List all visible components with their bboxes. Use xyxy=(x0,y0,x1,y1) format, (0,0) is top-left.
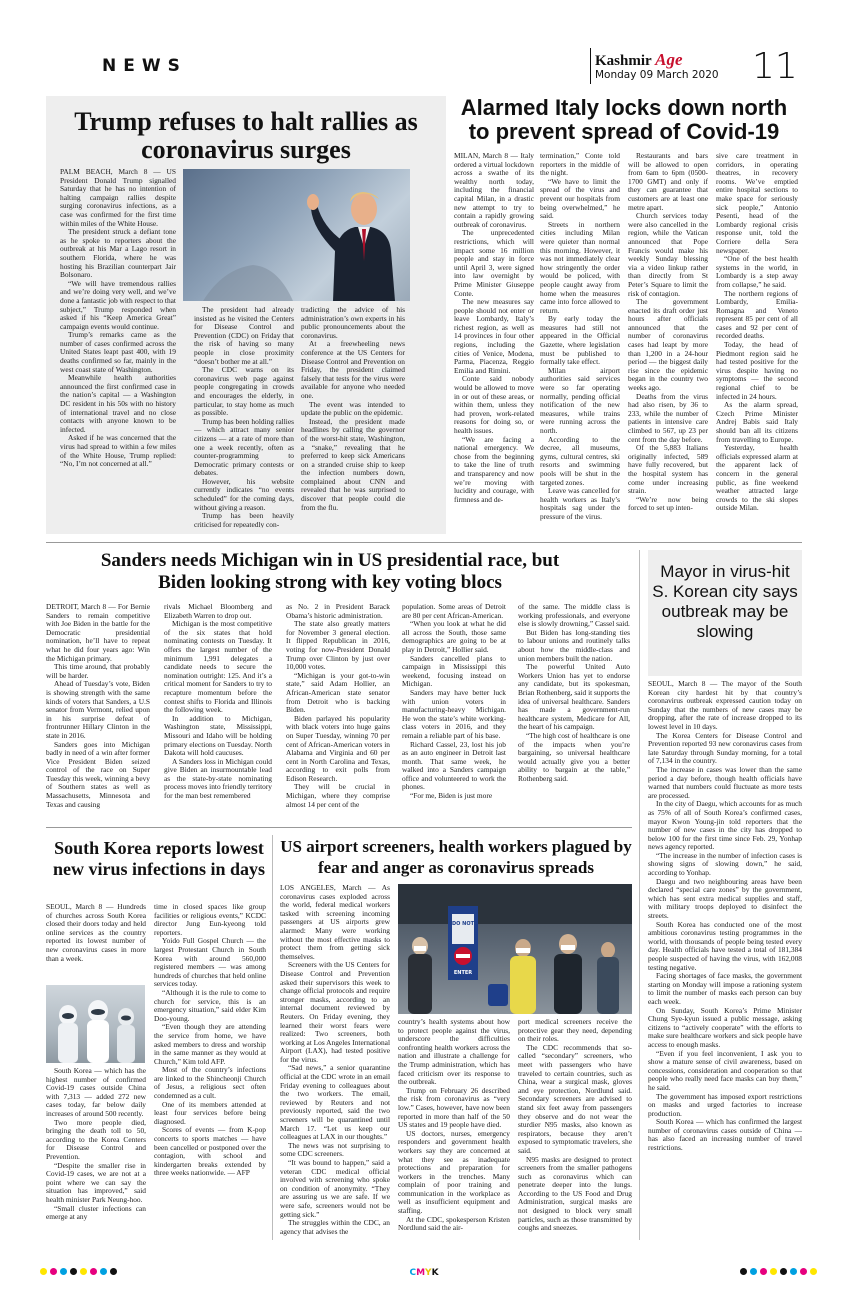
section-divider xyxy=(46,542,802,543)
paragraph: Sanders may have better luck with union voters in manufacturing-heavy Michigan. He won the state’s white working-class voters in 2016, and they remain a reliable part of his base. xyxy=(402,687,506,740)
paragraph: “Even if you feel inconvenient, I ask you to show a mature sense of civil awareness, based on concessions, consideration and cooperation so that people who really need face masks can buy them,” he said. xyxy=(648,1048,802,1092)
paragraph: Asked if he was concerned that the virus had spread to within a few miles of the White House, Trump replied: “No, I’m not concerned at all.” xyxy=(60,433,176,469)
airport-column-1 xyxy=(280,884,390,1240)
paragraph: Instead, the president made headlines by calling the governor of the worst-hit state, Washington, a “snake,” revealing that he preferred to keep sick Americans on a stranded cruise ship to keep the infection numbers down, complained about CNN and revealed that he was surprised to discover that people could die from the flu. xyxy=(301,416,405,512)
paragraph: Two more people died, bringing the death toll to 50, according to the Korea Centers for Disease Control and Prevention. xyxy=(46,1117,146,1161)
paragraph: “It was bound to happen,” said a veteran CDC medical official involved with screening who spoke on condition of anonymity. “They are assuring us we are safe. If we were safe, screeners would not be getting sick.” xyxy=(280,1158,390,1219)
hazmat-workers-icon xyxy=(46,985,145,1063)
skorea-headline: South Korea reports lowest new virus infections in days xyxy=(52,838,266,879)
logo-accent: Age xyxy=(655,50,683,69)
paragraph: Streets in northern cities including Milan were quieter than normal this morning. However, it was not immediately clear how stringently the order would be policed, with people caught away from home when the measures came into force allowed to return. xyxy=(540,219,620,315)
paragraph: of the same. The middle class is working professionals, and everyone else is slowly drowning,” Cassel said. xyxy=(518,603,630,629)
column-divider xyxy=(639,550,640,1240)
italy-column-2 xyxy=(540,152,620,534)
paragraph: The unprecedented restrictions, which will impact some 16 million people and stay in force until April 3, were signed into law overnight by Prime Minister Giuseppe Conte. xyxy=(454,228,534,298)
paragraph: The struggles within the CDC, an agency that advises the xyxy=(280,1218,390,1236)
paragraph: Of the 5,883 Italians originally infected, 589 have fully recovered, but the hospital system has come under increasing strain. xyxy=(628,443,708,496)
paragraph: In addition to Michigan, Washington state, Mississippi, Missouri and Idaho will be holding primary elections on Tuesday. North Dakota will hold caucuses. xyxy=(164,713,272,758)
paragraph: South Korea has conducted one of the most ambitious coronavirus testing programmes in the world, with thousands of people being tested every day. Health officials have tested a total of 181,384 people suspected of having the virus, with 162,008 testing negative. xyxy=(648,919,802,972)
cmyk-marks xyxy=(0,1268,848,1278)
paragraph: One of its members attended at least four services before being diagnosed. xyxy=(154,1099,266,1126)
skorea-column-1b xyxy=(46,1067,146,1239)
paragraph: The state also greatly matters for November 3 general election. It flipped Republican in 2016, voting for now-President Donald Trump over Clinton by just over 10,000 votes. xyxy=(286,619,390,672)
paragraph: PALM BEACH, March 8 — US President Donald Trump signalled Saturday that he has no intention of halting campaign rallies despite surging coronavirus infections, as a case was confirmed for the first time within miles of the White House. xyxy=(60,168,176,228)
airport-screeners-icon xyxy=(398,884,632,1014)
paragraph: population. Some areas of Detroit are 80 per cent African-American. xyxy=(402,603,506,620)
paragraph: Yoido Full Gospel Church — the largest Protestant Church in South Korea with around 560,000 registered members — was among hundreds of churches that held online services today. xyxy=(154,936,266,989)
paragraph: Yesterday, health officials expressed alarm at the apparent lack of concern in the general public, as fine weekend weather attracted large crowds to the ski slopes outside Milan. xyxy=(716,443,798,513)
paragraph: Today, the head of Piedmont region said he had tested positive for the virus despite having no symptoms — the second regional chief to be infected in 24 hours. xyxy=(716,340,798,401)
newspaper-logo xyxy=(595,50,683,70)
column-divider xyxy=(272,835,273,1240)
sign-text-enter: ENTER xyxy=(453,970,473,976)
mayor-column xyxy=(648,680,802,1240)
sanders-column-1 xyxy=(46,603,150,855)
paragraph: Restaurants and bars will be allowed to open from 6am to 6pm (0500-1700 GMT) and only if they can guarantee that customers are at least one metre apart. xyxy=(628,152,708,212)
paragraph: Sanders cancelled plans to campaign in Mississippi this weekend, focusing instead on Michigan. xyxy=(402,653,506,689)
paragraph: According to the decree, all museums, gyms, cultural centres, ski resorts and swimming pools will be shut in the targeted zones. xyxy=(540,434,620,487)
sanders-column-2 xyxy=(164,603,272,855)
registration-dots-right xyxy=(740,1268,817,1275)
paragraph: The powerful United Auto Workers Union has yet to endorse any candidate, but its spokesman, Brian Rothenberg, said it supports the idea of universal healthcare. Sanders has made a government-run healthcare system, Medicare for All, the heart of his campaign. xyxy=(518,662,630,732)
paragraph: “We have to limit the spread of the virus and prevent our hospitals from being overwhelmed,” he said. xyxy=(540,176,620,221)
section-label: NEWS xyxy=(102,56,187,76)
paragraph: As the alarm spread, Czech Prime Minister Andrej Babis said Italy should ban all its citizens from travelling to Europe. xyxy=(716,400,798,444)
cmyk-m: M xyxy=(416,1268,426,1278)
masthead-divider xyxy=(590,48,591,84)
trump-column-2 xyxy=(194,306,294,528)
trump-headline: Trump refuses to halt rallies as coronavirus surges xyxy=(74,107,418,164)
paragraph: Trump has been holding rallies — which attract many senior citizens — at a rate of more than one a week recently, often as counter-programming to Democratic primary contests or debates. xyxy=(194,416,294,478)
paragraph: DETROIT, March 8 — For Bernie Sanders to remain competitive with Joe Biden in the battle for the Democratic presidential nomination, he’ll have to repeat what he did four years ago: Win the Michigan primary. xyxy=(46,603,150,663)
paragraph: The event was intended to update the public on the epidemic. xyxy=(301,399,405,418)
paragraph: Trump has been heavily criticised for repeatedly con- xyxy=(194,511,294,528)
paragraph: “We will have tremendous rallies and we’re doing very well, and we’ve done a fantastic job with respect to that subject,” Trump responded when asked if his “Keep America Great” campaign events would continue. xyxy=(60,278,176,331)
trump-column-1 xyxy=(60,168,176,528)
sanders-column-5 xyxy=(518,603,630,855)
airport-column-3 xyxy=(518,1018,632,1240)
paragraph: Scores of events — from K-pop concerts to sports matches — have been cancelled or postponed over the contagion, with school and kindergarten breaks extended by three weeks nationwide. — AFP xyxy=(154,1125,266,1178)
paragraph: “Sad news,” a senior quarantine official at the CDC wrote in an email Friday evening to colleagues about the two workers. The email, reviewed by Reuters and not previously reported, said the two screeners will be quarantined until March 17. “Let us keep our colleagues at LAX in our thoughts.” xyxy=(280,1063,390,1142)
paragraph: The increase in cases was lower than the same period a day before, though health officials have warned that numbers could fluctuate as more tests are processed. xyxy=(648,764,802,800)
paragraph: This time around, that probably will be harder. xyxy=(46,662,150,680)
paragraph: “We’re now being forced to set up inten- xyxy=(628,494,708,513)
paragraph: Most of the country’s infections are linked to the Shincheonji Church of Jesus, a religious sect often condemned as a cult. xyxy=(154,1065,266,1101)
paragraph: Conte said nobody would be allowed to move in or out of these areas, or within them, unless they had proven, work-related reasons for doing so, or health issues. xyxy=(454,374,534,435)
paragraph: “Michigan is your got-to-win state,” said Adam Hollier, an African-American state senator from Detroit who is backing Biden. xyxy=(286,670,390,715)
paragraph: In the city of Daegu, which accounts for as much as 75% of all of South Korea’s confirmed cases, mayor Kwon Young-jin told reporters that the number of new cases in the city has dropped to below 100 for the first time since Feb. 29, Yonhap news agency reported. xyxy=(648,799,802,852)
paragraph: “For me, Biden is just more xyxy=(410,791,493,801)
paragraph: The news was not surprising to some CDC screeners. xyxy=(280,1140,390,1159)
paragraph: Michigan is the most competitive of the six states that hold nominating contests on Tuesday. It offers the largest number of the minimum 1,991 delegates a candidate needs to secure the nomination outright: 125. And it’s a critical moment for Sanders to try to recapture momentum before the contest shifts to Florida and Illinois the following week. xyxy=(164,619,272,715)
paragraph: By early today the measures had still not appeared in the Official Gazette, where legislation must be published to formally take effect. xyxy=(540,314,620,367)
page-number: 11 xyxy=(752,46,798,87)
paragraph: port medical screeners receive the protective gear they need, depending on their roles. xyxy=(518,1018,632,1044)
italy-headline: Alarmed Italy locks down north to prevent spread of Covid-19 xyxy=(460,95,788,144)
paragraph: Trump on February 26 described the risk from coronavirus as “very low.” Cases, however, have now been reported in more than half of the 50 US states and 19 people have died. xyxy=(398,1085,510,1130)
paragraph: The CDC recommends that so-called “secondary” screeners, who meet with passengers who have traveled to certain countries, such as China, wear a surgical mask, gloves and eye protection, Nordlund said. Secondary screeners are advised to stand six feet away from passengers they observe and do not wear the sturdier N95 masks, also known as respirators, because they aren’t exposed to symptomatic travelers, she said. xyxy=(518,1042,632,1155)
paragraph: “Small cluster infections can emerge at any xyxy=(46,1203,146,1222)
paragraph: Milan airport authorities said services were so far operating normally, pending official notification of the new measures, while trains were running across the north. xyxy=(540,365,620,435)
paragraph: “The high cost of healthcare is one of the impacts when you’re bargaining, so universal healthcare would actually give you a better ability to bargain at the table,” Rothenberg said. xyxy=(518,730,630,783)
paragraph: The president had already insisted as he visited the Centers for Disease Control and Prevention (CDC) on Friday that the risk of having so many people in close proximity “doesn’t bother me at all.” xyxy=(194,306,294,366)
paragraph: Deaths from the virus had also risen, by 36 to 233, while the number of patients in intensive care climbed to 567, up 23 per cent from the day before. xyxy=(628,391,708,444)
skorea-photo xyxy=(46,985,145,1063)
paragraph: The new measures say people should not enter or leave Lombardy, Italy’s richest region, as well as 14 provinces in four other regions, including the cities of Venice, Modena, Parma, Piacenza, Reggio Emilia and Rimini. xyxy=(454,297,534,375)
paragraph: sive care treatment in corridors, in operating theatres, in recovery rooms. We’ve emptied entire hospital sections to make space for seriously sick people,” Antonio Pesenti, head of the Lombardy regional crisis response unit, told the Corriere della Sera newspaper. xyxy=(716,152,798,255)
paragraph: Ahead of Tuesday’s vote, Biden is showing strength with the same kinds of voters that Sanders, a U.S senator from Vermont, relied upon in his surprise defeat of frontrunner Hillary Clinton in the state in 2016. xyxy=(46,679,150,740)
paragraph: They will be crucial in Michigan, where they comprise almost 14 per cent of the xyxy=(286,782,390,809)
cmyk-c: C xyxy=(409,1268,417,1278)
paragraph: time in closed spaces like group facilities or religious events,” KCDC director Jung Eun-kyeong told reporters. xyxy=(154,903,266,937)
cmyk-y: Y xyxy=(425,1268,432,1278)
paragraph: South Korea — which has the highest number of confirmed Covid-19 cases outside China with 7,313 — added 272 new cases today, far below daily increases of around 500 recently. xyxy=(46,1067,146,1118)
airport-headline: US airport screeners, health workers plagued by fear and anger as coronavirus spreads xyxy=(280,837,632,877)
color-dot xyxy=(760,1268,767,1275)
paragraph: Daegu and two neighbouring areas have been declared “special care zones” by the government, which has sent extra medical supplies and staff, with military troops deployed to disinfect the streets. xyxy=(648,876,802,921)
paragraph: tradicting the advice of his administration’s own experts in his public pronouncements about the coronavirus. xyxy=(301,306,405,340)
paragraph: On Sunday, South Korea’s Prime Minister Chung Sye-kyun issued a public message, asking citizens to “actively cooperate” with the efforts to make sure healthcare workers and sick people have access to enough masks. xyxy=(648,1005,802,1049)
paragraph: The government enacted its draft order just hours after officials announced that the number of coronavirus cases had leapt by more than 1,200 in a 24-hour period — the biggest daily rise since the epidemic began in the country two weeks ago. xyxy=(628,297,708,393)
issue-date: Monday 09 March 2020 xyxy=(595,69,719,81)
paragraph: SEOUL, March 8 — Hundreds of churches across South Korea closed their doors today and held online services as the country reported its lowest number of new coronavirus cases in more than a week. xyxy=(46,903,146,963)
paragraph: “The increase in the number of infection cases is showing signs of slowing down,” he said, according to Yonhap. xyxy=(648,850,802,878)
color-dot xyxy=(750,1268,757,1275)
paragraph: Richard Cassel, 23, lost his job as an auto engineer in Detroit last month. That same week, he walked into a Sanders campaign office and volunteered to work the phones. xyxy=(402,739,506,792)
paragraph: “One of the best health systems in the world, in Lombardy is a step away from collapse,” he said. xyxy=(716,254,798,289)
skorea-column-1a xyxy=(46,903,146,997)
airport-column-2 xyxy=(398,1018,510,1240)
color-dot xyxy=(810,1268,817,1275)
paragraph: Biden parlayed his popularity with black voters into huge gains on Super Tuesday, winning 70 per cent of African-American voters in Alabama and Virginia and 60 per cent in North Carolina and Texas, according to exit polls from Edison Research. xyxy=(286,713,390,783)
mayor-headline: Mayor in virus-hit S. Korean city says outbreak may be slowing xyxy=(652,562,798,641)
paragraph: Screeners with the US Centers for Disease Control and Prevention asked their supervisors this week to change official protocols and require stronger masks, according to an internal document reviewed by Reuters. On Friday evening, they learned their worst fears were realized: Two screeners, both working at Los Angeles International Airport (LAX), had tested positive for the virus. xyxy=(280,960,390,1064)
paragraph: The Korea Centers for Disease Control and Prevention reported 93 new coronavirus cases from late Saturday through Sunday morning, for a total of 7,134 in the country. xyxy=(648,730,802,766)
paragraph: The government has imposed export restrictions on masks and urged factories to increase production. xyxy=(648,1091,802,1118)
paragraph: “We are facing a national emergency. We chose from the beginning to take the line of truth and transparency and now we’re moving with lucidity and courage, with firmness and de- xyxy=(454,434,534,504)
sign-text-do-not: DO NOT xyxy=(452,921,474,927)
paragraph: LOS ANGELES, March — As coronavirus cases exploded across the world, federal medical workers tasked with screening incoming passengers at US airports grew alarmed: Many were working without the most effective masks to protect them from getting sick themselves. xyxy=(280,884,390,961)
paragraph: SEOUL, March 8 — The mayor of the South Korean city hardest hit by that country’s coronavirus outbreak expressed caution today on Sunday that the numbers of new cases may be dropping, after the rate of increase dropped to its lowest level in 10 days. xyxy=(648,680,802,731)
color-dot xyxy=(770,1268,777,1275)
italy-column-3 xyxy=(628,152,708,534)
person-waving-icon xyxy=(183,169,410,301)
sanders-column-3 xyxy=(286,603,390,855)
skorea-column-2 xyxy=(154,903,266,1239)
paragraph: rivals Michael Bloomberg and Elizabeth Warren to drop out. xyxy=(164,603,272,620)
paragraph: “Despite the smaller rise in Covid-19 cases, we are not at a point where we can say the situation has improved,” said health minister Park Neung-hoo. xyxy=(46,1160,146,1204)
paragraph: “Even though they are attending the service from home, we have asked members to dress and worship in the same manner as they would at Church,” Kim told AFP. xyxy=(154,1022,266,1066)
sanders-headline: Sanders needs Michigan win in US presidential race, but Biden looking strong with key voting blocs xyxy=(100,550,560,593)
paragraph: The president struck a defiant tone as he spoke to reporters about the outbreak at his Mar a Lago resort in southern Florida, where he was hosting his Brazilian counterpart Jair Bolsonaro. xyxy=(60,227,176,280)
paragraph: Facing shortages of face masks, the government starting on Monday will impose a rationing system to limit the number of masks each person can buy each week. xyxy=(648,971,802,1006)
cmyk-k: K xyxy=(431,1268,439,1278)
paragraph: MILAN, March 8 — Italy ordered a virtual lockdown across a swathe of its wealthy north today, including the financial capital Milan, in a drastic new attempt to try to contain a rapidly growing outbreak of coronavirus. xyxy=(454,152,534,229)
italy-column-1 xyxy=(454,152,534,534)
paragraph: Leave was cancelled for health workers as Italy’s hospitals sag under the pressure of the virus. xyxy=(540,486,620,521)
color-dot xyxy=(740,1268,747,1275)
paragraph: The CDC warns on its coronavirus web page against people congregating in crowds and encourages the elderly, in particular, to stay home as much as possible. xyxy=(194,365,294,418)
paragraph: “When you look at what he did all across the South, those same demographics are going to be at play in Detroit,” Hollier said. xyxy=(402,619,506,654)
color-dot xyxy=(780,1268,787,1275)
color-dot xyxy=(800,1268,807,1275)
paragraph: Sanders goes into Michigan badly in need of a win after former Vice President Biden seized control of the race on Super Tuesday this week, winning a bevy of Southern states as well as Massachusetts, Minnesota and Texas and causing xyxy=(46,739,150,809)
paragraph: Church services today were also cancelled in the region, while the Vatican announced that Pope Francis would make his weekly Sunday blessing via a video linkup rather than directly from St Peter’s Square to limit the risk of contagion. xyxy=(628,211,708,298)
paragraph: However, his website currently indicates “no events scheduled” for the coming days, without giving a reason. xyxy=(194,476,294,512)
logo-main: Kashmir xyxy=(595,53,652,69)
paragraph: But Biden has long-standing ties to labour unions and routinely talks about how the middle-class and union members built the nation. xyxy=(518,627,630,663)
airport-photo xyxy=(398,884,632,1014)
color-dot xyxy=(790,1268,797,1275)
paragraph: country’s health systems about how to protect people against the virus, underscore the difficulties confronting health workers across the nation and illustrate a challenge for the Trump administration, which has faced criticism over its response to the outbreak. xyxy=(398,1018,510,1087)
paragraph: US doctors, nurses, emergency responders and government health workers say they are concerned at what they see as inadequate protections and preparation for workers in the trenches. Many complain of poor training and communication in the workplace as well as insufficient equipment and staffing. xyxy=(398,1128,510,1216)
sanders-column-4 xyxy=(402,603,506,855)
paragraph: South Korea — which has confirmed the largest number of coronavirus cases outside of China — has also faced an increasing number of travel restrictions. xyxy=(648,1117,802,1153)
trump-photo xyxy=(183,169,410,301)
paragraph: “Although it is the rule to come to church for service, this is an emergency situation,” said elder Kim Doo-young. xyxy=(154,987,266,1023)
trump-column-3 xyxy=(301,306,405,528)
paragraph: Meanwhile health authorities announced the first confirmed case in the nation’s capital — a Washington DC resident in his 50s with no history of international travel and no close contacts with anyone known to be infected. xyxy=(60,373,176,434)
paragraph: termination,” Conte told reporters in the middle of the night. xyxy=(540,152,620,178)
paragraph: The northern regions of Lombardy, Emilia-Romagna and Veneto represent 85 per cent of all cases and 92 per cent of recorded deaths. xyxy=(716,288,798,341)
paragraph: N95 masks are designed to protect screeners from the smaller pathogens such as coronavirus which can penetrate deeper into the lungs. According to the US Food and Drug Administration, surgical masks are not designed to block very small particles, such as those transmitted by coughs and sneezes. xyxy=(518,1154,632,1233)
italy-column-4 xyxy=(716,152,798,534)
paragraph: as No. 2 in President Barack Obama’s historic administration. xyxy=(286,603,390,620)
paragraph: Trump’s remarks came as the number of cases confirmed across the United States leapt past 400, with 19 deaths confirmed so far, mainly in the west coast state of Washington. xyxy=(60,330,176,374)
paragraph: At the CDC, spokesperson Kristen Nordlund said the air- xyxy=(398,1214,510,1233)
section-divider xyxy=(46,827,632,828)
paragraph: At a freewheeling news conference at the US Centers for Disease Control and Prevention on Friday, the president claimed falsely that tests for the virus were available for anyone who needed one. xyxy=(301,339,405,400)
paragraph: A Sanders loss in Michigan could give Biden an insurmountable lead as the state-by-state nominating process moves into friendly territory for the man best remembered xyxy=(164,756,272,801)
